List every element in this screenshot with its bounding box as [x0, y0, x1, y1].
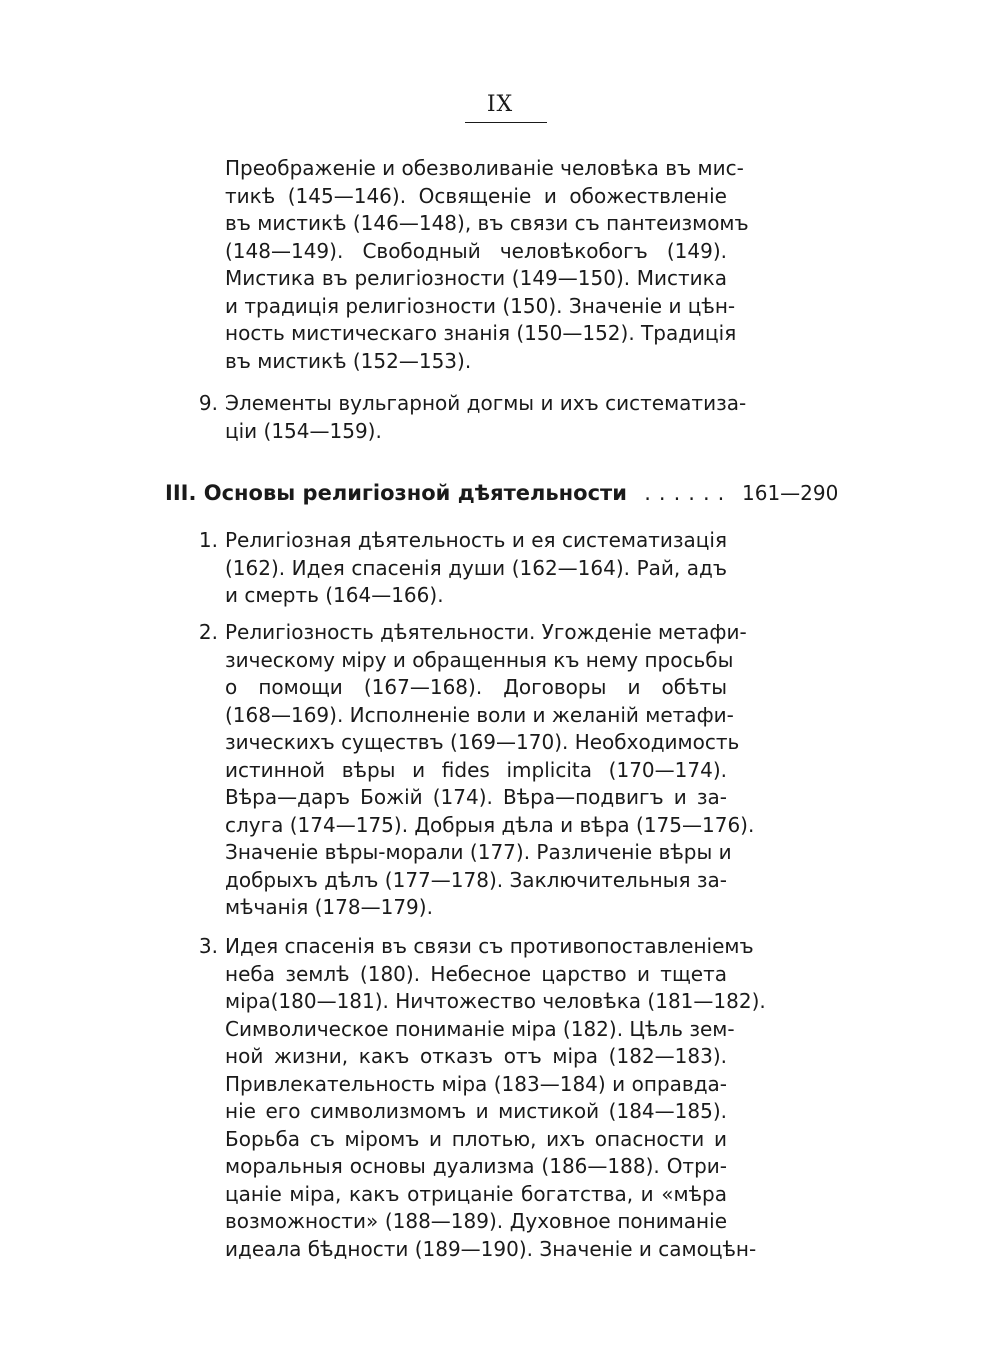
text-line: моральныя основы дуализма (186—188). Отри-: [225, 1154, 727, 1178]
page-number: IX: [486, 92, 514, 117]
item-number: 1.: [198, 528, 218, 552]
text-line: и смерть (164—166).: [225, 583, 444, 607]
item-number: 2.: [198, 620, 218, 644]
text-line: зическому міру и обращенныя къ нему просьбы: [225, 647, 734, 672]
text-line: въ мистикѣ (152—153).: [225, 348, 472, 373]
item-9-paragraph: [225, 390, 747, 445]
section-heading: [165, 478, 733, 508]
text-line: ность мистическаго знанія (150—152). Традиція: [225, 321, 737, 345]
text-line: ціи (154—159).: [225, 418, 382, 443]
text-line: міра(180—181). Ничтожество человѣка (181—182).: [225, 989, 766, 1013]
header-rule: [465, 122, 547, 123]
text-line: возможности» (188—189). Духовное пониманіе: [225, 1209, 727, 1233]
text-line: Вѣра—даръ Божій (174). Вѣра—подвигъ и за-: [225, 785, 727, 809]
text-line: и традиція религіозности (150). Значеніе и цѣн-: [225, 293, 736, 318]
text-line: зическихъ существъ (169—170). Необходимость: [225, 730, 740, 754]
item-3-paragraph: [225, 933, 766, 1263]
text-line: мѣчанія (178—179).: [225, 895, 433, 919]
text-line: Преображеніе и обезволиваніе человѣка въ мис-: [225, 156, 744, 180]
text-line: Мистика въ религіозности (149—150). Мистика: [225, 266, 727, 290]
section-title: Основы религіозной дѣятельности: [203, 481, 627, 505]
text-line: Символическое пониманіе міра (182). Цѣль зем-: [225, 1016, 735, 1041]
text-line: Религіозность дѣятельности. Угожденіе метафи-: [225, 620, 747, 644]
text-line: (162). Идея спасенія души (162—164). Рай, адъ: [225, 555, 727, 580]
text-line: слуга (174—175). Добрыя дѣла и вѣра (175—176).: [225, 812, 755, 837]
text-line: Религіозная дѣятельность и ея систематизація: [225, 528, 727, 552]
text-line: Значеніе вѣры-морали (177). Различеніе вѣры и: [225, 840, 732, 864]
item-number: 3.: [198, 934, 218, 958]
text-line: въ мистикѣ (146—148), въ связи съ пантеизмомъ: [225, 211, 749, 235]
text-line: тикѣ (145—146). Освященіе и обожествленіе: [225, 183, 727, 208]
item-1-paragraph: [225, 527, 727, 610]
item-number: 9.: [198, 391, 218, 415]
text-line: ной жизни, какъ отказъ отъ міра (182—183).: [225, 1044, 727, 1068]
text-line: добрыхъ дѣлъ (177—178). Заключительныя за-: [225, 867, 727, 892]
text-line: Идея спасенія въ связи съ противопоставленіемъ: [225, 934, 754, 958]
text-line: (148—149). Свободный человѣкобогъ (149).: [225, 238, 727, 263]
text-line: о помощи (167—168). Договоры и обѣты: [225, 675, 727, 699]
continuation-paragraph: [225, 155, 749, 375]
section-page-range: 161—290: [742, 481, 839, 505]
text-line: (168—169). Исполненіе воли и желаній метафи-: [225, 702, 734, 727]
item-2-paragraph: [225, 619, 755, 922]
text-line: истинной вѣры и fides implicita (170—174).: [225, 757, 727, 782]
text-line: Элементы вульгарной догмы и ихъ систематиза-: [225, 391, 747, 415]
section-numeral: III.: [165, 481, 197, 505]
text-line: Борьба съ міромъ и плотью, ихъ опасности и: [225, 1126, 727, 1151]
text-line: цаніе міра, какъ отрицаніе богатства, и «мѣра: [225, 1181, 727, 1206]
text-line: ніе его символизмомъ и мистикой (184—185).: [225, 1099, 727, 1123]
text-line: Привлекательность міра (183—184) и оправда-: [225, 1071, 727, 1096]
text-line: неба землѣ (180). Небесное царство и тщета: [225, 961, 727, 986]
text-line: идеала бѣдности (189—190). Значеніе и самоцѣн-: [225, 1236, 757, 1261]
leader-dots: ......: [644, 481, 733, 505]
